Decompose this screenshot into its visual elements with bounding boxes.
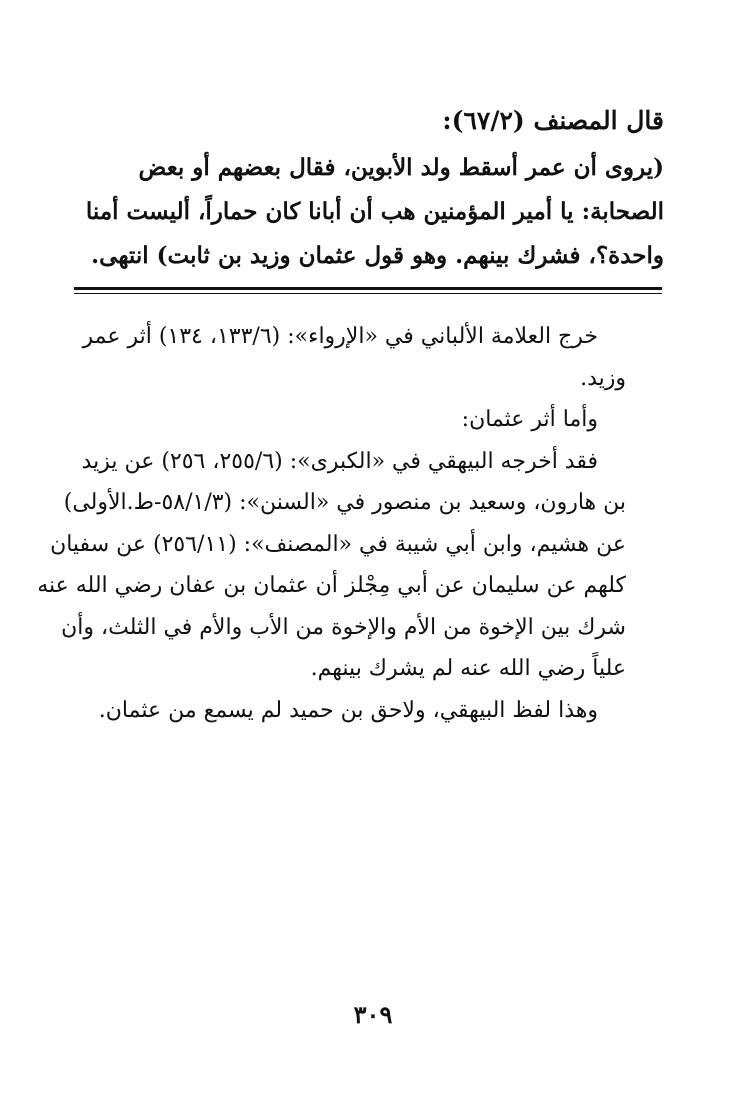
section-heading: قال المصنف (٦٧/٢): [442, 106, 664, 135]
quote-line: واحدة؟، فشرك بينهم. وهو قول عثمان وزيد بن ثابت) انتهى. [91, 242, 664, 269]
commentary-line: بن هارون، وسعيد بن منصور في «السنن»: (٥٨/١/٣-ط.الأولى) [63, 490, 626, 515]
section-divider [74, 287, 662, 290]
quote-line: (يروى أن عمر أسقط ولد الأبوين، فقال بعضهم أو بعض [138, 154, 664, 181]
commentary-line: وزيد. [580, 365, 626, 391]
quote-line: الصحابة: يا أمير المؤمنين هب أن أبانا كان حماراً، أليست أمنا [85, 198, 664, 225]
author-quote [74, 146, 664, 278]
page-number: ٣٠٩ [353, 1000, 393, 1029]
commentary-line: شرك بين الإخوة من الأم والإخوة من الأب والأم في الثلث، وأن [61, 614, 626, 640]
commentary-text [37, 316, 626, 731]
section-divider-thin [74, 293, 662, 294]
commentary-line: فقد أخرجه البيهقي في «الكبرى»: (٢٥٥/٦، ٢٥٦) عن يزيد [81, 448, 598, 474]
commentary-line: كلهم عن سليمان عن أبي مِجْلز أن عثمان بن عفان رضي الله عنه [37, 573, 626, 598]
commentary-line: خرج العلامة الألباني في «الإرواء»: (١٣٣/٦، ١٣٤) أثر عمر [82, 324, 598, 349]
commentary-line: علياً رضي الله عنه لم يشرك بينهم. [310, 656, 626, 681]
commentary-line: عن هشيم، وابن أبي شيبة في «المصنف»: (٢٥٦/١١) عن سفيان [50, 531, 626, 557]
commentary-line: وهذا لفظ البيهقي، ولاحق بن حميد لم يسمع من عثمان. [98, 697, 598, 723]
commentary-line: وأما أثر عثمان: [461, 407, 598, 432]
